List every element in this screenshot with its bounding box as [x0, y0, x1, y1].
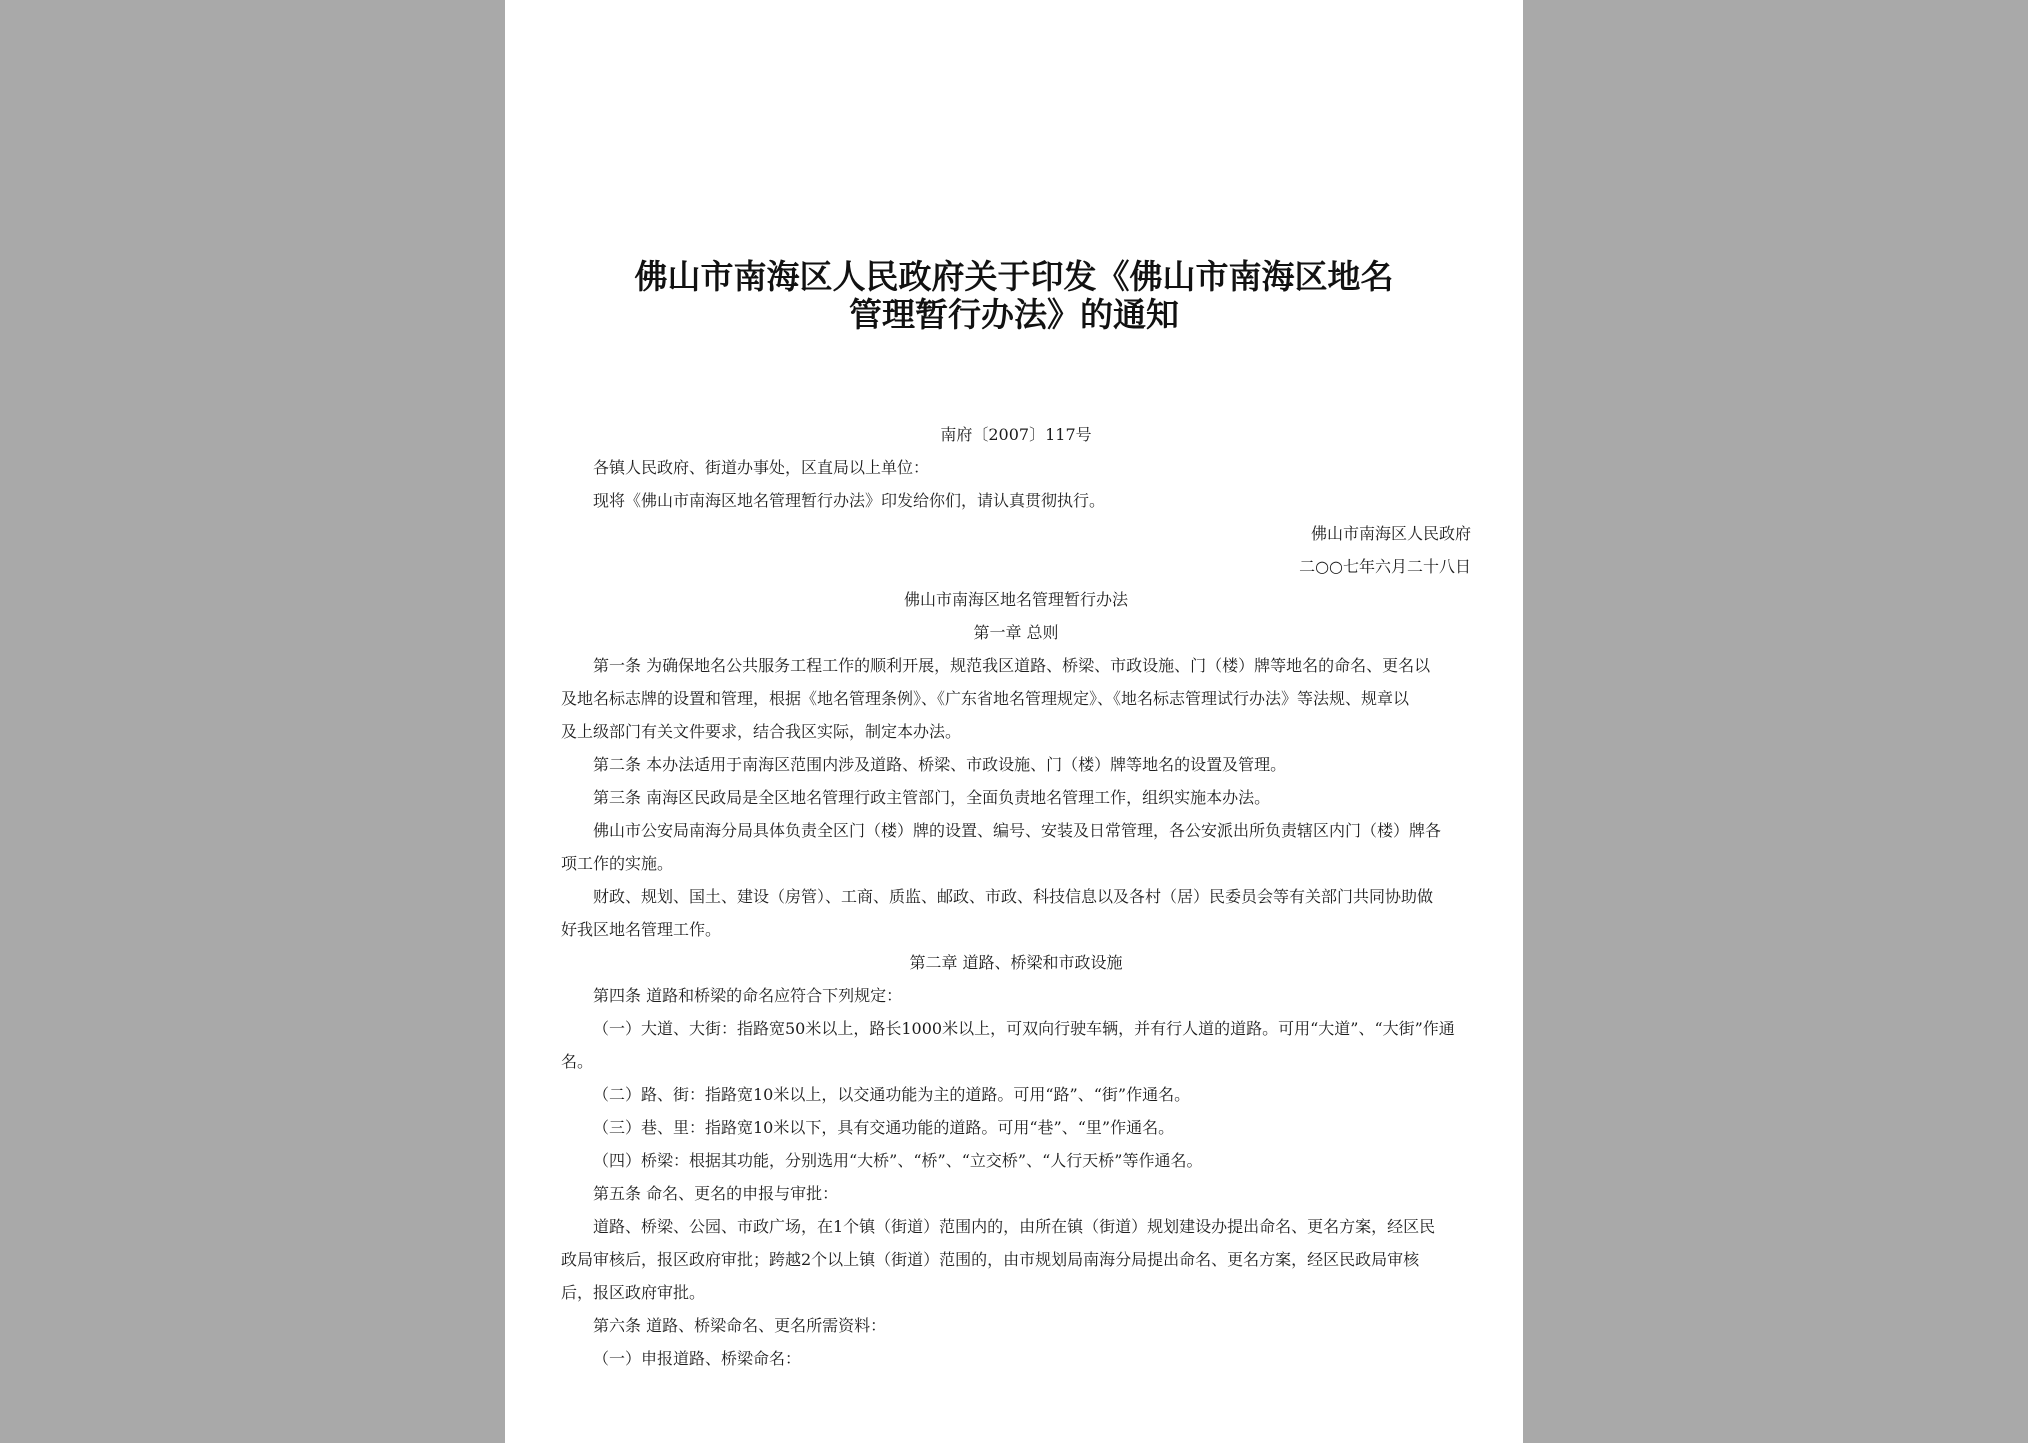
- article-1-line-1: 第一条 为确保地名公共服务工程工作的顺利开展，规范我区道路、桥梁、市政设施、门（楼）牌等地名的命名、更名以: [593, 656, 1431, 675]
- article-3-para-3-line-2: 好我区地名管理工作。: [561, 920, 722, 939]
- issuer: 佛山市南海区人民政府: [1310, 524, 1471, 543]
- article-6-item-1: （一）申报道路、桥梁命名：: [593, 1349, 802, 1368]
- article-4: 第四条 道路和桥梁的命名应符合下列规定：: [593, 986, 903, 1005]
- issue-date: 二○○七年六月二十八日: [1299, 557, 1471, 576]
- doc-number: 南府〔2007〕117号: [940, 425, 1092, 444]
- article-4-item-1-line-2: 名。: [561, 1052, 594, 1071]
- title-line-1: 佛山市南海区人民政府关于印发《佛山市南海区地名: [634, 257, 1394, 296]
- article-5: 第五条 命名、更名的申报与审批：: [593, 1184, 839, 1203]
- article-5-para-line-3: 后，报区政府审批。: [561, 1283, 706, 1302]
- article-4-item-4: （四）桥梁：根据其功能，分别选用“大桥”、“桥”、“立交桥”、“人行天桥”等作通名。: [593, 1151, 1203, 1170]
- chapter-1-heading: 第一章 总则: [973, 623, 1059, 642]
- article-4-item-2: （二）路、街：指路宽10米以上，以交通功能为主的道路。可用“路”、“街”作通名。: [593, 1085, 1191, 1104]
- article-1-line-2: 及地名标志牌的设置和管理，根据《地名管理条例》、《广东省地名管理规定》、《地名标志管理试行办法》等法规、规章以: [561, 689, 1410, 708]
- chapter-2-heading: 第二章 道路、桥梁和市政设施: [909, 953, 1123, 972]
- article-1-line-3: 及上级部门有关文件要求，结合我区实际，制定本办法。: [561, 722, 962, 741]
- document-page: [505, 0, 1523, 1443]
- article-5-para-line-1: 道路、桥梁、公园、市政广场，在1个镇（街道）范围内的，由所在镇（街道）规划建设办提出命名、更名方案，经区民: [593, 1217, 1436, 1236]
- article-4-item-1-line-1: （一）大道、大街：指路宽50米以上，路长1000米以上，可双向行驶车辆，并有行人道的道路。可用“大道”、“大街”作通: [593, 1019, 1455, 1038]
- article-3-para-2-line-2: 项工作的实施。: [561, 854, 674, 873]
- article-5-para-line-2: 政局审核后，报区政府审批；跨越2个以上镇（街道）范围的，由市规划局南海分局提出命名、更名方案，经区民政局审核: [561, 1250, 1420, 1269]
- regulation-title: 佛山市南海区地名管理暂行办法: [903, 590, 1128, 609]
- article-3-para-3-line-1: 财政、规划、国土、建设（房管）、工商、质监、邮政、市政、科技信息以及各村（居）民委员会等有关部门共同协助做: [593, 887, 1434, 906]
- title-line-2: 管理暂行办法》的通知: [849, 295, 1179, 334]
- article-6: 第六条 道路、桥梁命名、更名所需资料：: [593, 1316, 887, 1335]
- article-3: 第三条 南海区民政局是全区地名管理行政主管部门，全面负责地名管理工作，组织实施本办法。: [593, 788, 1271, 807]
- document-title: [505, 258, 1523, 334]
- recipients: 各镇人民政府、街道办事处，区直局以上单位：: [593, 458, 930, 477]
- article-2: 第二条 本办法适用于南海区范围内涉及道路、桥梁、市政设施、门（楼）牌等地名的设置及管理。: [593, 755, 1287, 774]
- article-4-item-3: （三）巷、里：指路宽10米以下，具有交通功能的道路。可用“巷”、“里”作通名。: [593, 1118, 1175, 1137]
- article-3-para-2-line-1: 佛山市公安局南海分局具体负责全区门（楼）牌的设置、编号、安装及日常管理，各公安派出所负责辖区内门（楼）牌各: [593, 821, 1442, 840]
- document-body: [561, 418, 1471, 1375]
- notice-text: 现将《佛山市南海区地名管理暂行办法》印发给你们，请认真贯彻执行。: [593, 491, 1106, 510]
